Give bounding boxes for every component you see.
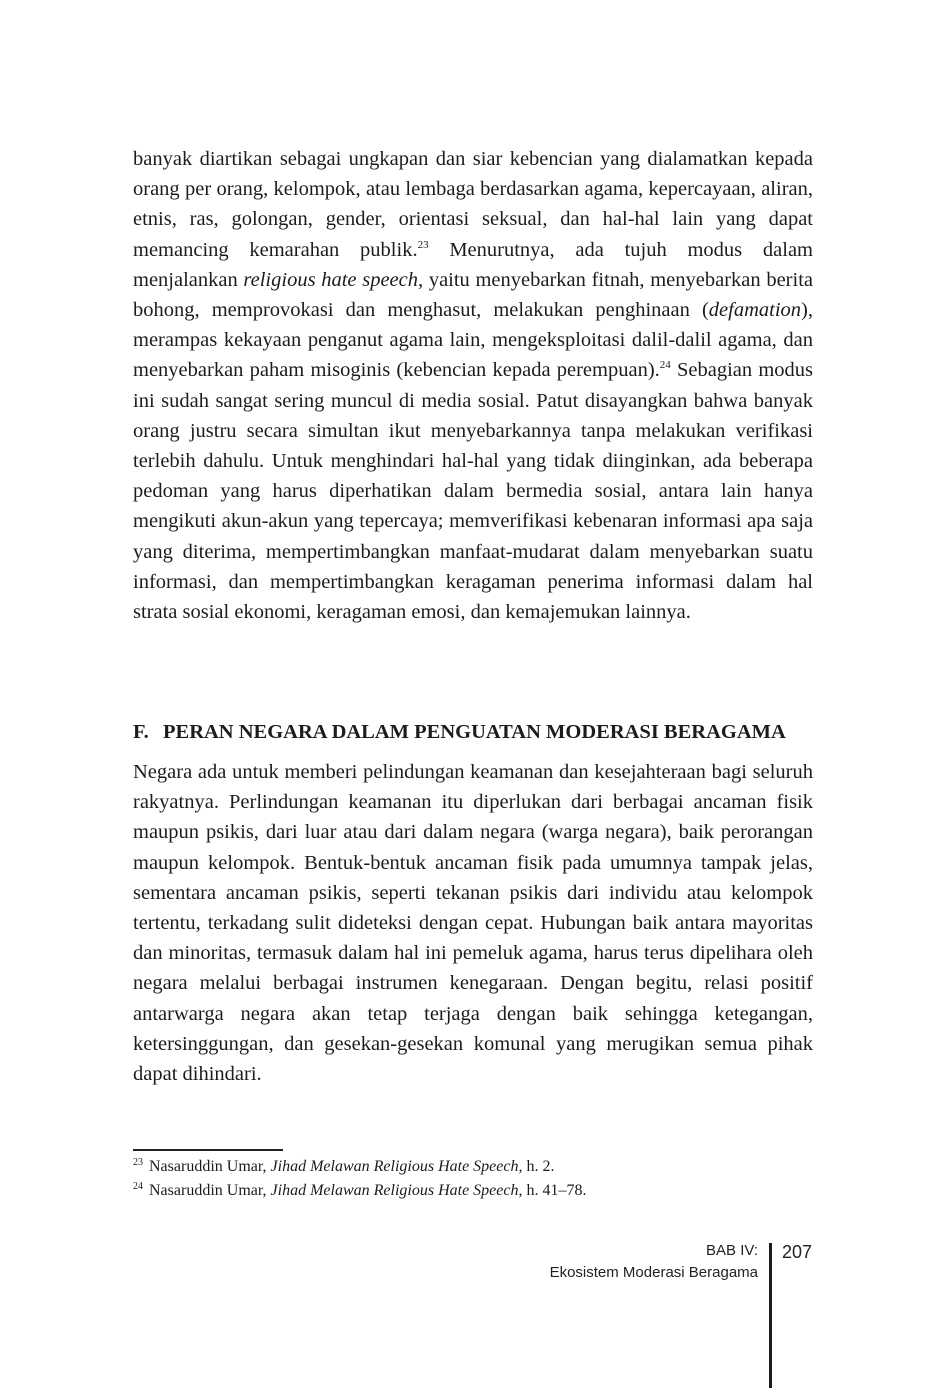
footnote-ref-23[interactable]: 23 [417,238,429,251]
paragraph-text: Menurutnya, ada tujuh modus dalam menjalankan [133,238,813,291]
section-number: F. [133,721,149,743]
chapter-label: BAB IV: [706,1242,758,1259]
paragraph-text: banyak diartikan sebagai ungkapan dan siar kebencian yang dialamatkan kepada orang per orang, kelompok, atau lembaga berdasarkan agama, kepercayaan, aliran, etnis, ras, golongan, gender, orientasi seksual, dan hal-hal lain yang dapat memancing kemarahan publik. [133,148,813,261]
body-paragraph-1 [133,144,813,627]
paragraph-text: Sebagian modus ini sudah sangat sering muncul di media sosial. Patut disayangkan bahwa banyak orang justru secara simultan ikut menyebarkannya tanpa melakukan verifikasi terlebih dahulu. Untuk menghindari hal-hal yang tidak diinginkan, ada beberapa pedoman yang harus diperhatikan dalam bermedia sosial, antara lain hanya mengikuti akun-akun yang tepercaya; memverifikasi kebenaran informasi apa saja yang diterima, mempertimbangkan manfaat-mudarat dalam menyebarkan suatu informasi, dan mempertimbangkan keragaman penerima informasi dalam hal strata sosial ekonomi, keragaman emosi, dan kemajemukan lainnya. [133,359,813,624]
footnote-mark: 23 [133,1156,143,1168]
footnote-24 [133,1180,813,1202]
footnote-title: Jihad Melawan Religious Hate Speech [270,1182,519,1199]
footnote-pages: , h. 41–78. [518,1182,587,1199]
footer-divider-line [769,1243,772,1388]
paragraph-text: ), merampas kekayaan penganut agama lain, mengeksploitasi dalil-dalil agama, dan menyebarkan paham misoginis (kebencian kepada perempuan). [133,299,813,382]
running-footer [550,1240,758,1284]
footnote-ref-24[interactable]: 24 [659,359,671,372]
italic-term: religious hate speech [243,268,418,291]
footnote-23 [133,1156,813,1178]
italic-term: defamation [708,299,802,322]
footnote-author: Nasaruddin Umar, [149,1182,267,1199]
footnote-author: Nasaruddin Umar, [149,1158,267,1175]
footnote-pages: h. 2. [522,1158,555,1175]
body-paragraph-2: Negara ada untuk memberi pelindungan keamanan dan kesejahteraan bagi seluruh rakyatnya. Perlindungan keamanan itu diperlukan dari berbagai ancaman fisik maupun psikis, dari luar atau dari dalam negara (warga negara), baik perorangan maupun kelompok. Bentuk-bentuk ancaman fisik pada umumnya tampak jelas, sementara ancaman psikis, seperti tekanan psikis dari individu atau kelompok tertentu, terkadang sulit dideteksi dengan cepat. Hubungan baik antara mayoritas dan minoritas, termasuk dalam hal ini pemeluk agama, harus terus dipelihara oleh negara melalui berbagai instrumen kenegaraan. Dengan begitu, relasi positif antarwarga negara akan tetap terjaga dengan baik sehingga ketegangan, ketersinggungan, dan gesekan-gesekan komunal yang merugikan semua pihak dapat dihindari. [133,761,813,1086]
paragraph-text: , yaitu menyebarkan fitnah, menyebarkan berita bohong, memprovokasi dan menghasut, melakukan penghinaan ( [133,268,813,322]
section-title: PERAN NEGARA DALAM PENGUATAN MODERASI BERAGAMA [163,721,786,743]
section-heading [133,718,813,746]
page-number: 207 [782,1242,813,1262]
chapter-title: Ekosistem Moderasi Beragama [549,1264,758,1281]
footnote-title: Jihad Melawan Religious Hate Speech, [270,1158,523,1175]
footnote-divider [133,1149,283,1151]
footnote-mark: 24 [133,1180,143,1192]
